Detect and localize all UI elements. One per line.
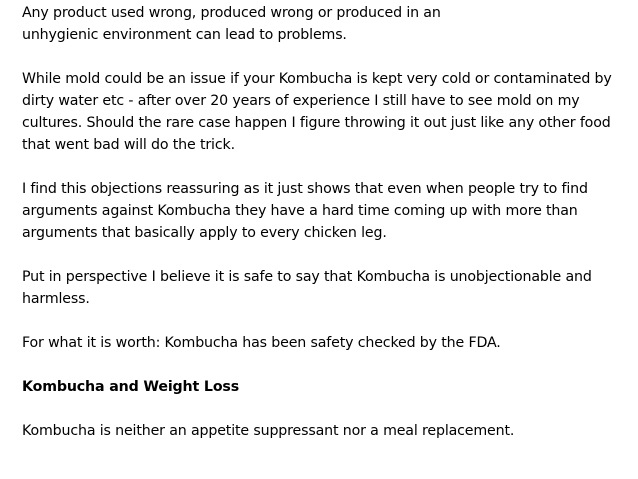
text-line: dirty water etc - after over 20 years of experience I still have to see mold on my — [22, 93, 580, 109]
text-line: arguments that basically apply to every chicken leg. — [22, 225, 387, 241]
text-line: Any product used wrong, produced wrong or produced in an — [22, 5, 441, 21]
paragraph-fda — [22, 332, 632, 354]
document-page — [22, 2, 632, 464]
paragraph-mold — [22, 68, 632, 156]
text-line: While mold could be an issue if your Kombucha is kept very cold or contaminated by — [22, 71, 612, 87]
text-line: arguments against Kombucha they have a hard time coming up with more than — [22, 203, 578, 219]
paragraph-product-misuse — [22, 2, 632, 46]
text-line: that went bad will do the trick. — [22, 137, 235, 153]
text-line: Kombucha is neither an appetite suppressant nor a meal replacement. — [22, 423, 515, 439]
section-heading — [22, 376, 632, 398]
text-line: Put in perspective I believe it is safe to say that Kombucha is unobjectionable and — [22, 269, 592, 285]
text-line: For what it is worth: Kombucha has been safety checked by the FDA. — [22, 335, 501, 351]
text-line: unhygienic environment can lead to problems. — [22, 27, 347, 43]
heading-text: Kombucha and Weight Loss — [22, 379, 240, 395]
paragraph-weight-loss — [22, 420, 632, 442]
text-line: harmless. — [22, 291, 90, 307]
text-line: I find this objections reassuring as it just shows that even when people try to find — [22, 181, 588, 197]
paragraph-objections — [22, 178, 632, 244]
text-line: cultures. Should the rare case happen I figure throwing it out just like any other food — [22, 115, 611, 131]
paragraph-perspective — [22, 266, 632, 310]
